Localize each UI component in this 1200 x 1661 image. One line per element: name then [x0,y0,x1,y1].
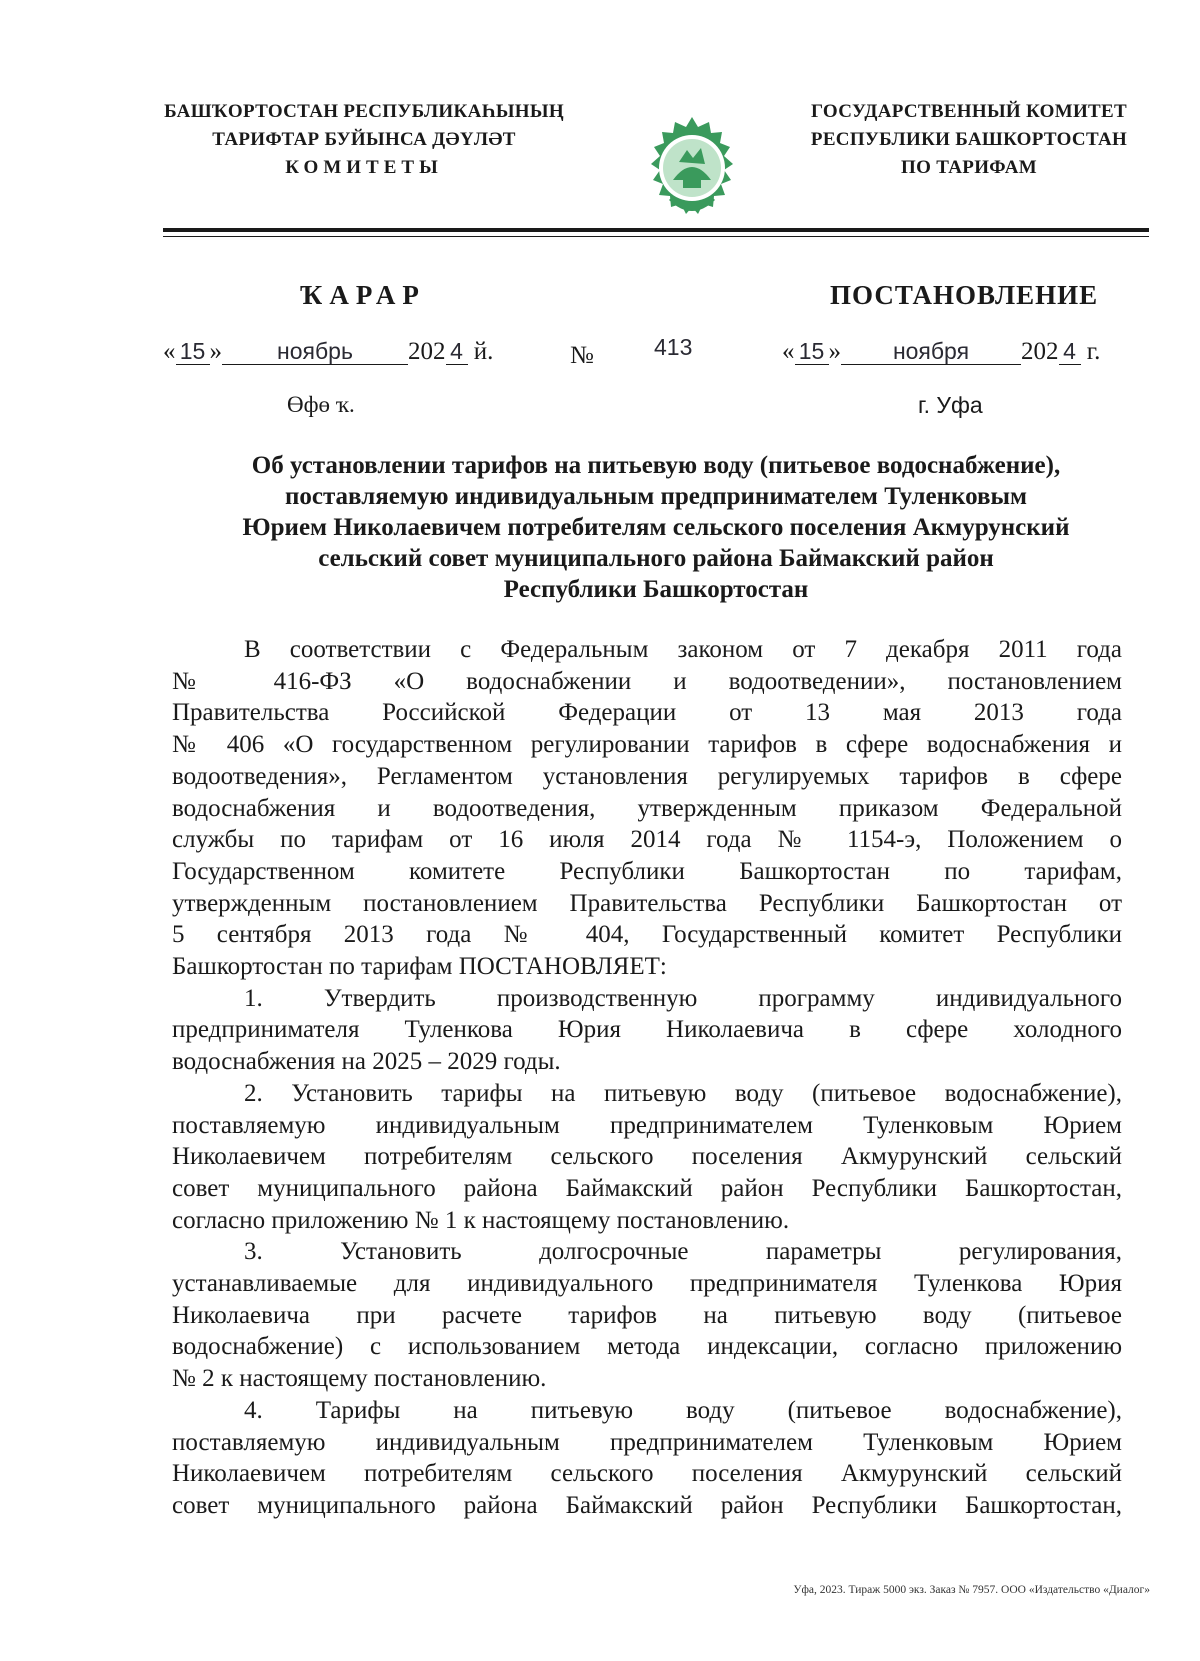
body-line: 3. Установить долгосрочные параметры регулирования, [244,1238,1122,1266]
print-footer: Уфа, 2023. Тираж 5000 экз. Заказ № 7957. ООО «Издательство «Диалог» [793,1584,1150,1596]
body-line: поставляемую индивидуальным предпринимателем Туленковым Юрием [172,1428,1122,1456]
city-bashkir: Өфө ҡ. [287,392,355,417]
body-line: водоснабжения на 2025 – 2029 годы. [172,1048,561,1076]
body-line: № 416-ФЗ «О водоснабжении и водоотведении», постановлением [172,667,1122,695]
doc-type-bashkir: ҠАРАР [300,280,426,310]
body-line: 1. Утвердить производственную программу индивидуального [244,984,1122,1012]
title-line: Республики Башкортостан [503,576,809,603]
body-line: предпринимателя Туленкова Юрия Николаевича в сфере холодного [172,1016,1122,1044]
header-left-org [160,98,568,182]
body-line: службы по тарифам от 16 июля 2014 года № 1154-э, Положением о [172,826,1122,854]
body-line: водоотведения», Регламентом установления регулируемых тарифов в сфере [172,762,1122,790]
doc-type-russian: ПОСТАНОВЛЕНИЕ [830,280,1099,310]
date-left-month: ноябрь [222,338,408,365]
date-left-day: 15 [176,338,210,365]
body-line: Государственном комитете Республики Башкортостан по тарифам, [172,857,1122,885]
body-line: Николаевичем потребителям сельского поселения Акмурунский сельский [172,1460,1122,1488]
body-line: 5 сентября 2013 года № 404, Государственный комитет Республики [172,921,1122,949]
body-line: Правительства Российской Федерации от 13 мая 2013 года [172,699,1122,727]
body-line: 4. Тарифы на питьевую воду (питьевое водоснабжение), [244,1396,1122,1424]
date-right-suffix: г. [1086,338,1101,365]
body-line: утвержденным постановлением Правительства Республики Башкортостан от [172,889,1122,917]
body-line: № 406 «О государственном регулировании тарифов в сфере водоснабжения и [172,731,1122,759]
title-line: поставляемую индивидуальным предпринимателем Туленковым [284,483,1028,510]
body-line: совет муниципального района Баймакский район Республики Башкортостан, [172,1174,1122,1202]
body-line: В соответствии с Федеральным законом от 7 декабря 2011 года [244,636,1122,663]
body-line: Николаевича при расчете тарифов на питьевую воду (питьевое [172,1301,1122,1329]
body-line: устанавливаемые для индивидуального предпринимателя Туленкова Юрия [172,1270,1122,1298]
body-line: совет муниципального района Баймакский район Республики Башкортостан, [172,1491,1122,1519]
body-line: водоснабжение) с использованием метода индексации, согласно приложению [172,1333,1122,1361]
header-left-line-1: БАШҠОРТОСТАН РЕСПУБЛИКАҺЫНЫҢ [164,101,564,122]
body-line: № 2 к настоящему постановлению. [172,1365,547,1393]
header-left-line-2: ТАРИФТАР БУЙЫНСА ДӘҮЛӘТ [212,129,516,150]
city-russian: г. Уфа [918,392,983,418]
document-number: 413 [654,334,693,360]
number-sign: № [570,342,594,369]
bashkortostan-emblem-icon [643,114,741,228]
date-left-year-prefix: 202 [408,338,446,365]
date-left-suffix: й. [473,338,494,365]
date-right-year-digit: 4 [1059,338,1081,365]
date-right-day: 15 [795,338,829,365]
header-right-org [780,98,1158,182]
body-line: Башкортостан по тарифам ПОСТАНОВЛЯЕТ: [172,953,667,981]
body-line: Николаевичем потребителям сельского поселения Акмурунский сельский [172,1143,1122,1171]
date-left-year-digit: 4 [446,338,468,365]
body-line: поставляемую индивидуальным предпринимателем Туленковым Юрием [172,1111,1122,1139]
header-right-line-2: РЕСПУБЛИКИ БАШКОРТОСТАН [810,129,1128,150]
header-right-line-1: ГОСУДАРСТВЕННЫЙ КОМИТЕТ [811,101,1127,122]
date-right-year-prefix: 202 [1021,338,1059,365]
title-line: сельский совет муниципального района Баймакский район [318,545,994,572]
document-title [163,450,1149,605]
header-divider-thin [163,236,1149,237]
body-line: 2. Установить тарифы на питьевую воду (питьевое водоснабжение), [244,1079,1122,1107]
header-right-line-3: ПО ТАРИФАМ [901,157,1037,178]
document-body [172,634,1122,1522]
body-line: согласно приложению № 1 к настоящему постановлению. [172,1206,790,1234]
date-right: « 15 » ноября 202 4 г. [782,338,1101,365]
header-left-line-3: КОМИТЕТЫ [285,157,443,178]
date-left: « 15 » ноябрь 202 4 й. [163,338,494,365]
header-divider-thick [163,228,1149,232]
date-right-month: ноября [841,338,1021,365]
body-line: водоснабжения и водоотведения, утвержденным приказом Федеральной [172,794,1122,822]
title-line: Об установлении тарифов на питьевую воду (питьевое водоснабжение), [251,452,1061,479]
title-line: Юрием Николаевичем потребителям сельского поселения Акмурунский [242,514,1070,541]
